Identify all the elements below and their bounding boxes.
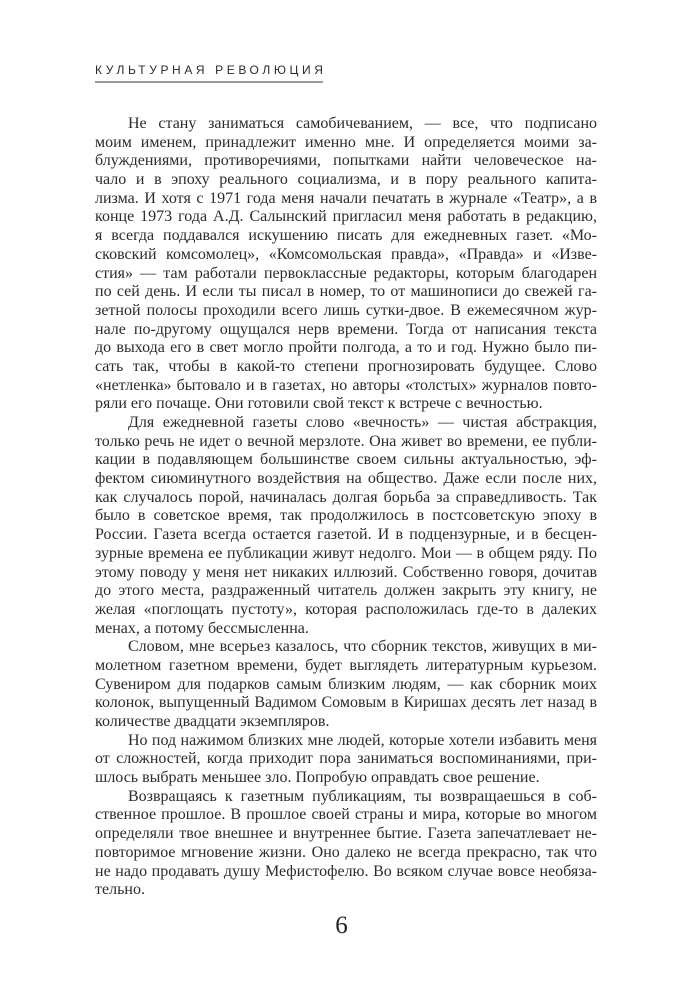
text-line: только речь не идет о вечной мерзлоте. Она живет во времени, ее публи-	[95, 432, 597, 450]
text-line: молетном газетном времени, будет выглядеть литературным курьезом.	[95, 656, 597, 674]
paragraph	[95, 115, 597, 414]
text-line: кации в подавляющем большинстве своем сильны актуальностью, эф-	[95, 451, 597, 469]
text-line: Словом, мне всерьез казалось, что сборник текстов, живущих в ми-	[128, 638, 597, 656]
text-line: Возвращаясь к газетным публикациям, ты возвращаешься в соб-	[128, 787, 597, 805]
text-line: тельно.	[95, 881, 145, 899]
paragraph	[95, 788, 597, 900]
paragraph	[95, 414, 597, 638]
text-line: Не стану заниматься самобичеванием, — все, что подписано	[128, 115, 597, 132]
text-line: зетной полосы проходили всего лишь сутки-двое. В ежемесячном жур-	[95, 301, 597, 319]
text-line: ственное прошлое. В прошлое своей страны и мира, которые во многом	[95, 806, 597, 824]
text-line: блуждениями, противоречиями, попытками найти человеческое на-	[95, 152, 597, 170]
paragraph	[95, 732, 597, 788]
text-line: как случалось порой, начиналась долгая борьба за справедливость. Так	[95, 488, 597, 506]
text-line: чало и в эпоху реального социализма, и в пору реального капита-	[95, 171, 597, 189]
text-line: конце 1973 года А.Д. Салынский пригласил меня работать в редакцию,	[95, 208, 597, 226]
text-line: лизма. И хотя с 1971 года меня начали печатать в журнале «Театр», а в	[95, 189, 597, 207]
text-line: «нетленка» бытовало и в газетах, но авторы «толстых» журналов повто-	[95, 376, 597, 394]
text-line: менах, а потому бессмысленна.	[95, 619, 309, 637]
text-line: сать так, чтобы в какой-то степени прогнозировать будущее. Слово	[95, 357, 597, 375]
running-header: КУЛЬТУРНАЯ РЕВОЛЮЦИЯ	[95, 63, 327, 77]
text-line: сковский комсомолец», «Комсомольская правда», «Правда» и «Изве-	[95, 245, 597, 263]
text-line: до этого места, раздраженный читатель должен закрыть эту книгу, не	[95, 582, 597, 600]
text-line: было в советское время, так продолжилось в постсоветскую эпоху в	[95, 507, 597, 525]
text-line: Для ежедневной газеты слово «вечность» — чистая абстракция,	[128, 414, 597, 431]
text-line: фектом сиюминутного воздействия на общество. Даже если после них,	[95, 470, 597, 488]
page-number: 6	[335, 912, 348, 939]
paragraph	[95, 638, 597, 731]
text-line: нале по-другому ощущался нерв времени. Тогда от написания текста	[95, 320, 597, 338]
text-line: я всегда поддавался искушению писать для ежедневных газет. «Мо-	[95, 227, 597, 245]
text-line: до выхода его в свет могло пройти полгода, а то и год. Нужно было пи-	[95, 339, 597, 357]
text-line: зурные времена ее публикации живут недолго. Мои — в общем ряду. По	[95, 544, 597, 562]
text-line: этому поводу у меня нет никаких иллюзий. Собственно говоря, дочитав	[95, 563, 597, 581]
text-line: моим именем, принадлежит именно мне. И определяется моими за-	[95, 133, 597, 151]
body-text	[95, 115, 597, 900]
text-line: России. Газета всегда остается газетой. И в подцензурные, и в бесцен-	[95, 526, 597, 544]
text-line: не надо продавать душу Мефистофелю. Во всяком случае вовсе необяза-	[95, 862, 597, 880]
text-line: колонок, выпущенный Вадимом Сомовым в Киришах десять лет назад в	[95, 694, 597, 712]
header-rule	[95, 81, 323, 83]
text-line: Сувениром для подарков самым близким людям, — как сборник моих	[95, 675, 597, 693]
text-line: ряли его почаще. Они готовили свой текст к встрече с вечностью.	[95, 395, 543, 413]
text-line: определяли твое внешнее и внутреннее бытие. Газета запечатлевает не-	[95, 825, 597, 843]
text-line: Но под нажимом близких мне людей, которые хотели избавить меня	[128, 731, 597, 749]
text-line: по сей день. И если ты писал в номер, то от машинописи до свежей га-	[95, 283, 597, 301]
text-line: желая «поглощать пустоту», которая расположилась где-то в далеких	[95, 600, 597, 618]
text-line: количестве двадцати экземпляров.	[95, 713, 330, 730]
text-line: шлось выбрать меньшее зло. Попробую оправдать свое решение.	[95, 769, 540, 787]
text-line: стия» — там работали первоклассные редакторы, которым благодарен	[95, 264, 597, 282]
text-line: от сложностей, когда приходит пора заниматься воспоминаниями, при-	[95, 750, 597, 768]
text-line: повторимое мгновение жизни. Оно далеко не всегда прекрасно, так что	[95, 843, 597, 861]
